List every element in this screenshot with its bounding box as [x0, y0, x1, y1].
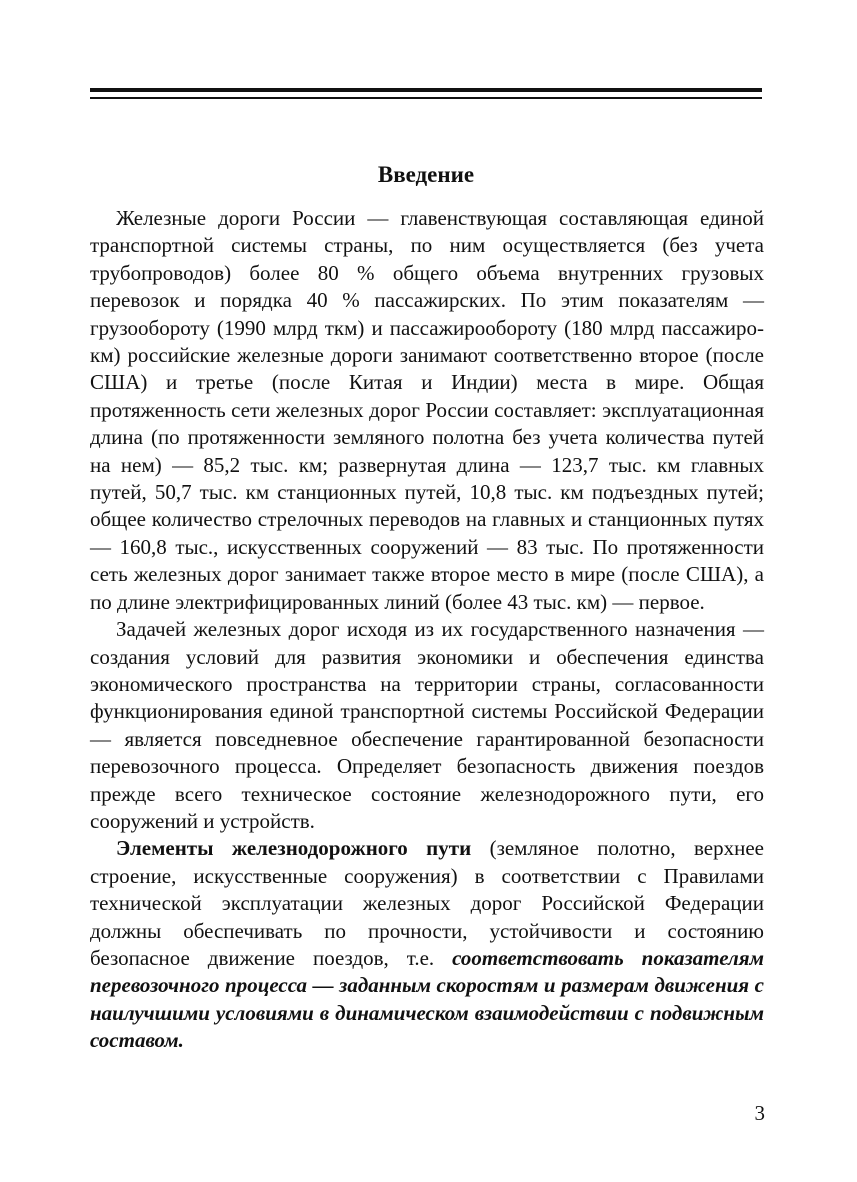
paragraph-3-text: (земляное полотно, верхнее строение, искусственные сооружения) в соответствии с Правилами технической эксплуатации железных дорог Российской Федерации должны обеспечивать по прочности, устойчивости и состоянию безопасное движение поездов, т.е. — [90, 836, 764, 970]
header-rule-thick — [90, 88, 762, 92]
paragraph-3-emphasis: соответствовать показателям перевозочного процесса — заданным скоростям и размерам движения с наилучшими условиями в динамическом взаимодействии с подвижным составом. — [90, 945, 764, 1053]
page-title: Введение — [377, 162, 475, 187]
paragraph-1 — [90, 205, 764, 616]
paragraph-2-text: Задачей железных дорог исходя из их государственного назначения — создания условий для развития экономики и обеспечения единства экономического пространства на территории страны, согласованности функционирования единой транспортной системы Российской Федерации — является повседневное обеспечение гарантированной безопасности перевозочного процесса. Определяет безопасность движения поездов прежде всего техническое состояние железнодорожного пути, его сооружений и устройств. — [90, 617, 764, 833]
page-number: 3 — [754, 1101, 765, 1125]
paragraph-2 — [90, 616, 764, 835]
body-text — [90, 205, 764, 1055]
header-rule-thin — [90, 97, 762, 99]
paragraph-3-lead: Элементы железнодорожного пути — [116, 836, 472, 861]
paragraph-3 — [90, 835, 764, 1054]
paragraph-1-text: Железные дороги России — главенствующая составляющая единой транспортной системы страны, по ним осуществляется (без учета трубопроводов) более 80 % общего объема внутренних грузовых перевозок и порядка 40 % пассажирских. По этим показателям — грузообороту (1990 млрд ткм) и пассажирообороту (180 млрд пассажиро-км) российские железные дороги занимают соответственно второе (после США) и третье (после Китая и Индии) места в мире. Общая протяженность сети железных дорог России составляет: эксплуатационная длина (по протяженности земляного полотна без учета количества путей на нем) — 85,2 тыс. км; развернутая длина — 123,7 тыс. км главных путей, 50,7 тыс. км станционных путей, 10,8 тыс. км подъездных путей; общее количество стрелочных переводов на главных и станционных путях — 160,8 тыс., искусственных сооружений — 83 тыс. По протяженности сеть железных дорог занимает также второе место в мире (после США), а по длине электрифицированных линий (более 43 тыс. км) — первое. — [90, 206, 764, 614]
